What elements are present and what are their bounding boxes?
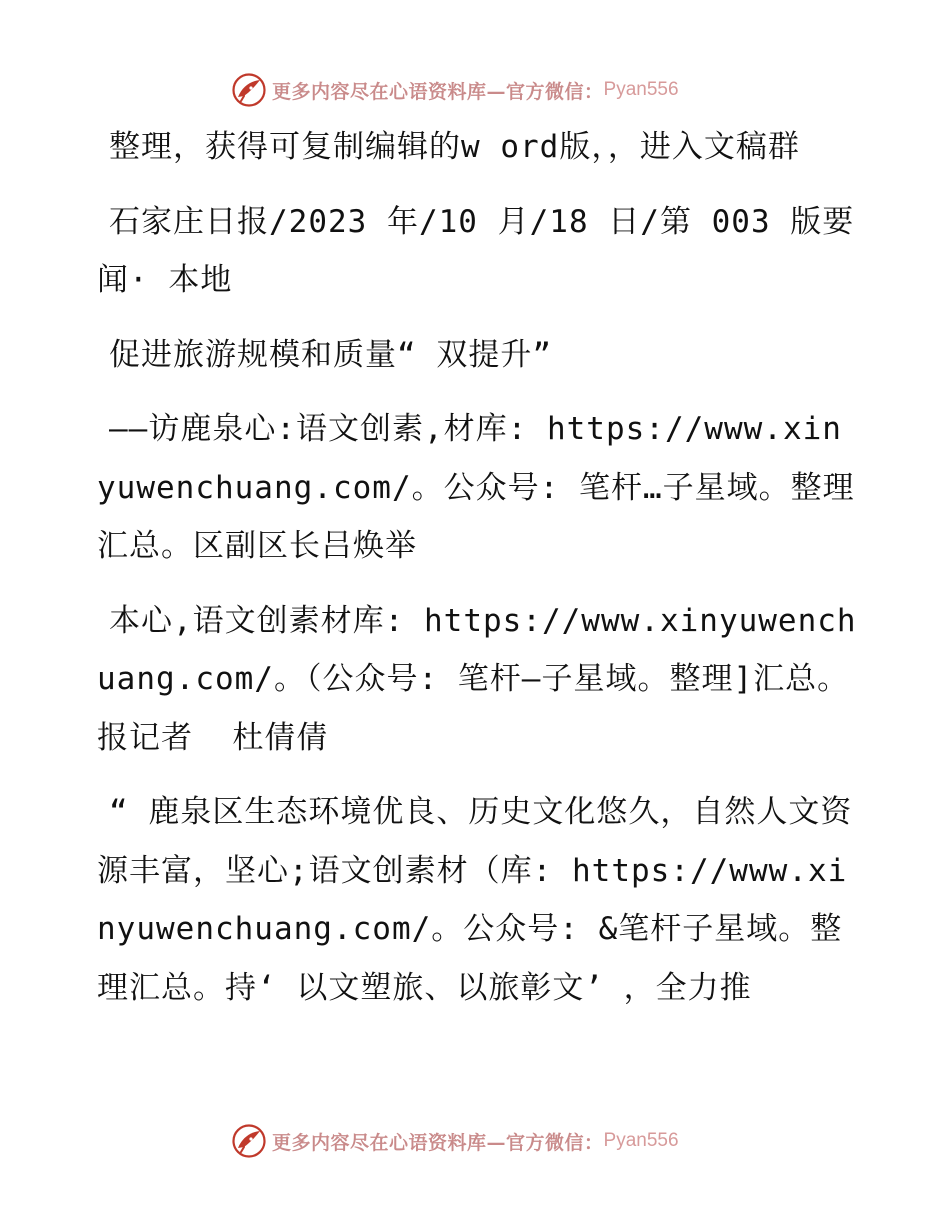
paragraph-subtitle: ——访鹿泉心:语文创素,材库: https://www.xinyuwenchuang.com/。公众号: 笔杆…子星域。整理汇总。区副区长吕焕举 [97,411,855,564]
paragraph-headline: 促进旅游规模和质量“ 双提升” [109,336,552,373]
pen-nib-logo-icon [232,73,266,107]
header-banner [232,72,679,108]
banner-wechat-id: Pyan556 [603,79,679,100]
paragraph-source: 石家庄日报/2023 年/10 月/18 日/第 003 版要闻· 本地 [97,203,855,298]
footer-banner [232,1123,679,1159]
paragraph-quote: “ 鹿泉区生态环境优良、历史文化悠久，自然人文资源丰富，坚心;语文创素材（库: https://www.xinyuwenchuang.com/。公众号: &笔杆子星域。整理汇总。持‘ 以文塑旅、以旅彰文’ ，全力推 [97,794,853,1006]
banner-text: 更多内容尽在心语资料库—官方微信： [272,1131,604,1154]
document-body [97,118,857,1017]
paragraph-byline: 本心,语文创素材库: https://www.xinyuwenchuang.com/。（公众号: 笔杆—子星域。整理]汇总。报记者 杜倩倩 [97,602,857,756]
pen-nib-logo-icon [232,1124,266,1158]
paragraph-intro: 整理，获得可复制编辑的w ord版，，进入文稿群 [109,129,800,165]
banner-text: 更多内容尽在心语资料库—官方微信： [272,80,604,103]
banner-wechat-id: Pyan556 [603,1130,679,1151]
